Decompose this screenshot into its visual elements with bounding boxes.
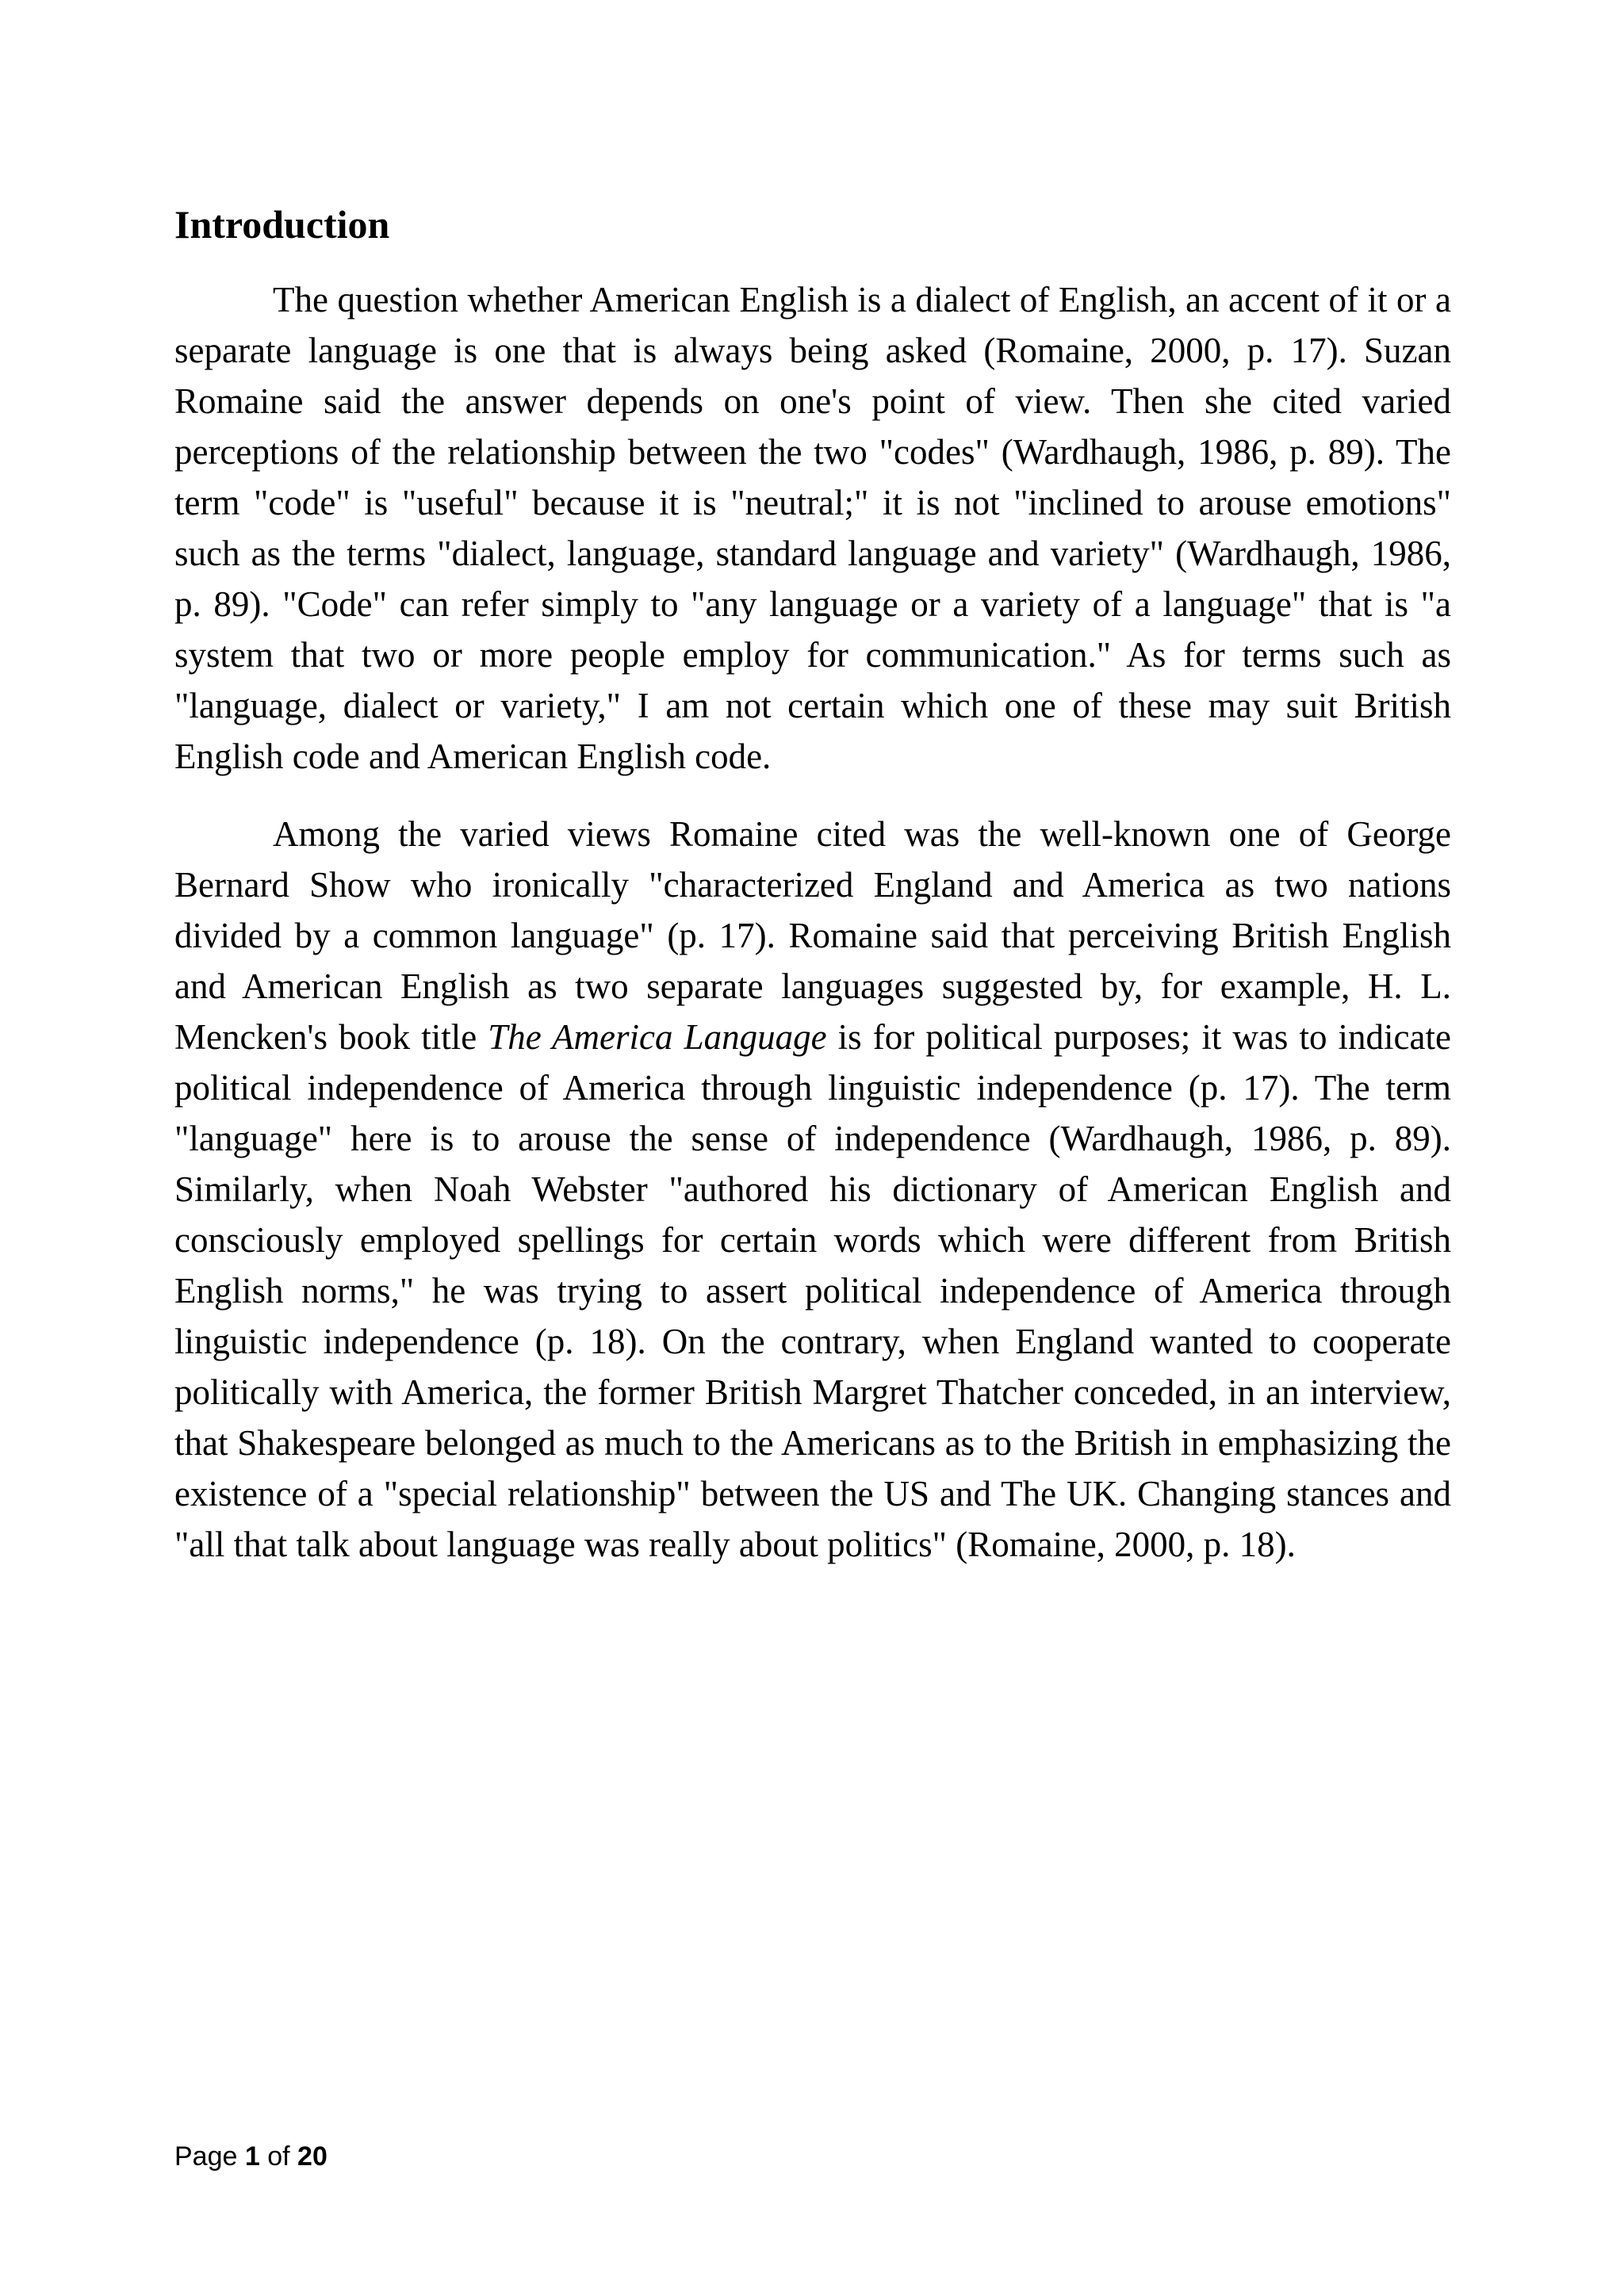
total-pages-number: 20: [297, 2141, 327, 2172]
paragraph-1: The question whether American English is a dialect of English, an accent of it or a separate language is one that is always being asked (Romaine, 2000, p. 17). Suzan Romaine said the answer depends on one's point of view. Then she cited varied perceptions of the relationship between the two "codes" (Wardhaugh, 1986, p. 89). The term "code" is "useful" because it is "neutral;" it is not "inclined to arouse emotions" such as the terms "dialect, language, standard language and variety" (Wardhaugh, 1986, p. 89). "Code" can refer simply to "any language or a variety of a language" that is "a system that two or more people employ for communication." As for terms such as "language, dialect or variety," I am not certain which one of these may suit British English code and American English code.: [174, 280, 1451, 776]
page-number-footer: [174, 2139, 327, 2174]
current-page-number: 1: [244, 2141, 260, 2172]
page-label: Page: [174, 2141, 238, 2172]
paragraph-2: [174, 809, 1451, 1570]
paragraph-2-part-2: is for political purposes; it was to indicate political independence of America through linguistic independence (p. 17). The term "language" here is to arouse the sense of independence (Wardhaugh, 1986, p. 89). Similarly, when Noah Webster "authored his dictionary of American English and consciously employed spellings for certain words which were different from British English norms," he was trying to assert political independence of America through linguistic independence (p. 18). On the contrary, when England wanted to cooperate politically with America, the former British Margret Thatcher conceded, in an interview, that Shakespeare belonged as much to the Americans as to the British in emphasizing the existence of a "special relationship" between the US and The UK. Changing stances and "all that talk about language was really about politics" (Romaine, 2000, p. 18).: [174, 1017, 1451, 1564]
of-label: of: [267, 2141, 290, 2172]
paragraph-2-part-1: Among the varied views Romaine cited was the well-known one of George Bernard Show who ironically "characterized England and America as two nations divided by a common language" (p. 17). Romaine said that perceiving British English and American English as two separate languages suggested by, for example, H. L. Mencken's book title: [174, 814, 1451, 1057]
book-title: The America Language: [488, 1017, 827, 1057]
document-body: [174, 197, 1451, 1597]
section-heading: Introduction: [174, 202, 390, 247]
